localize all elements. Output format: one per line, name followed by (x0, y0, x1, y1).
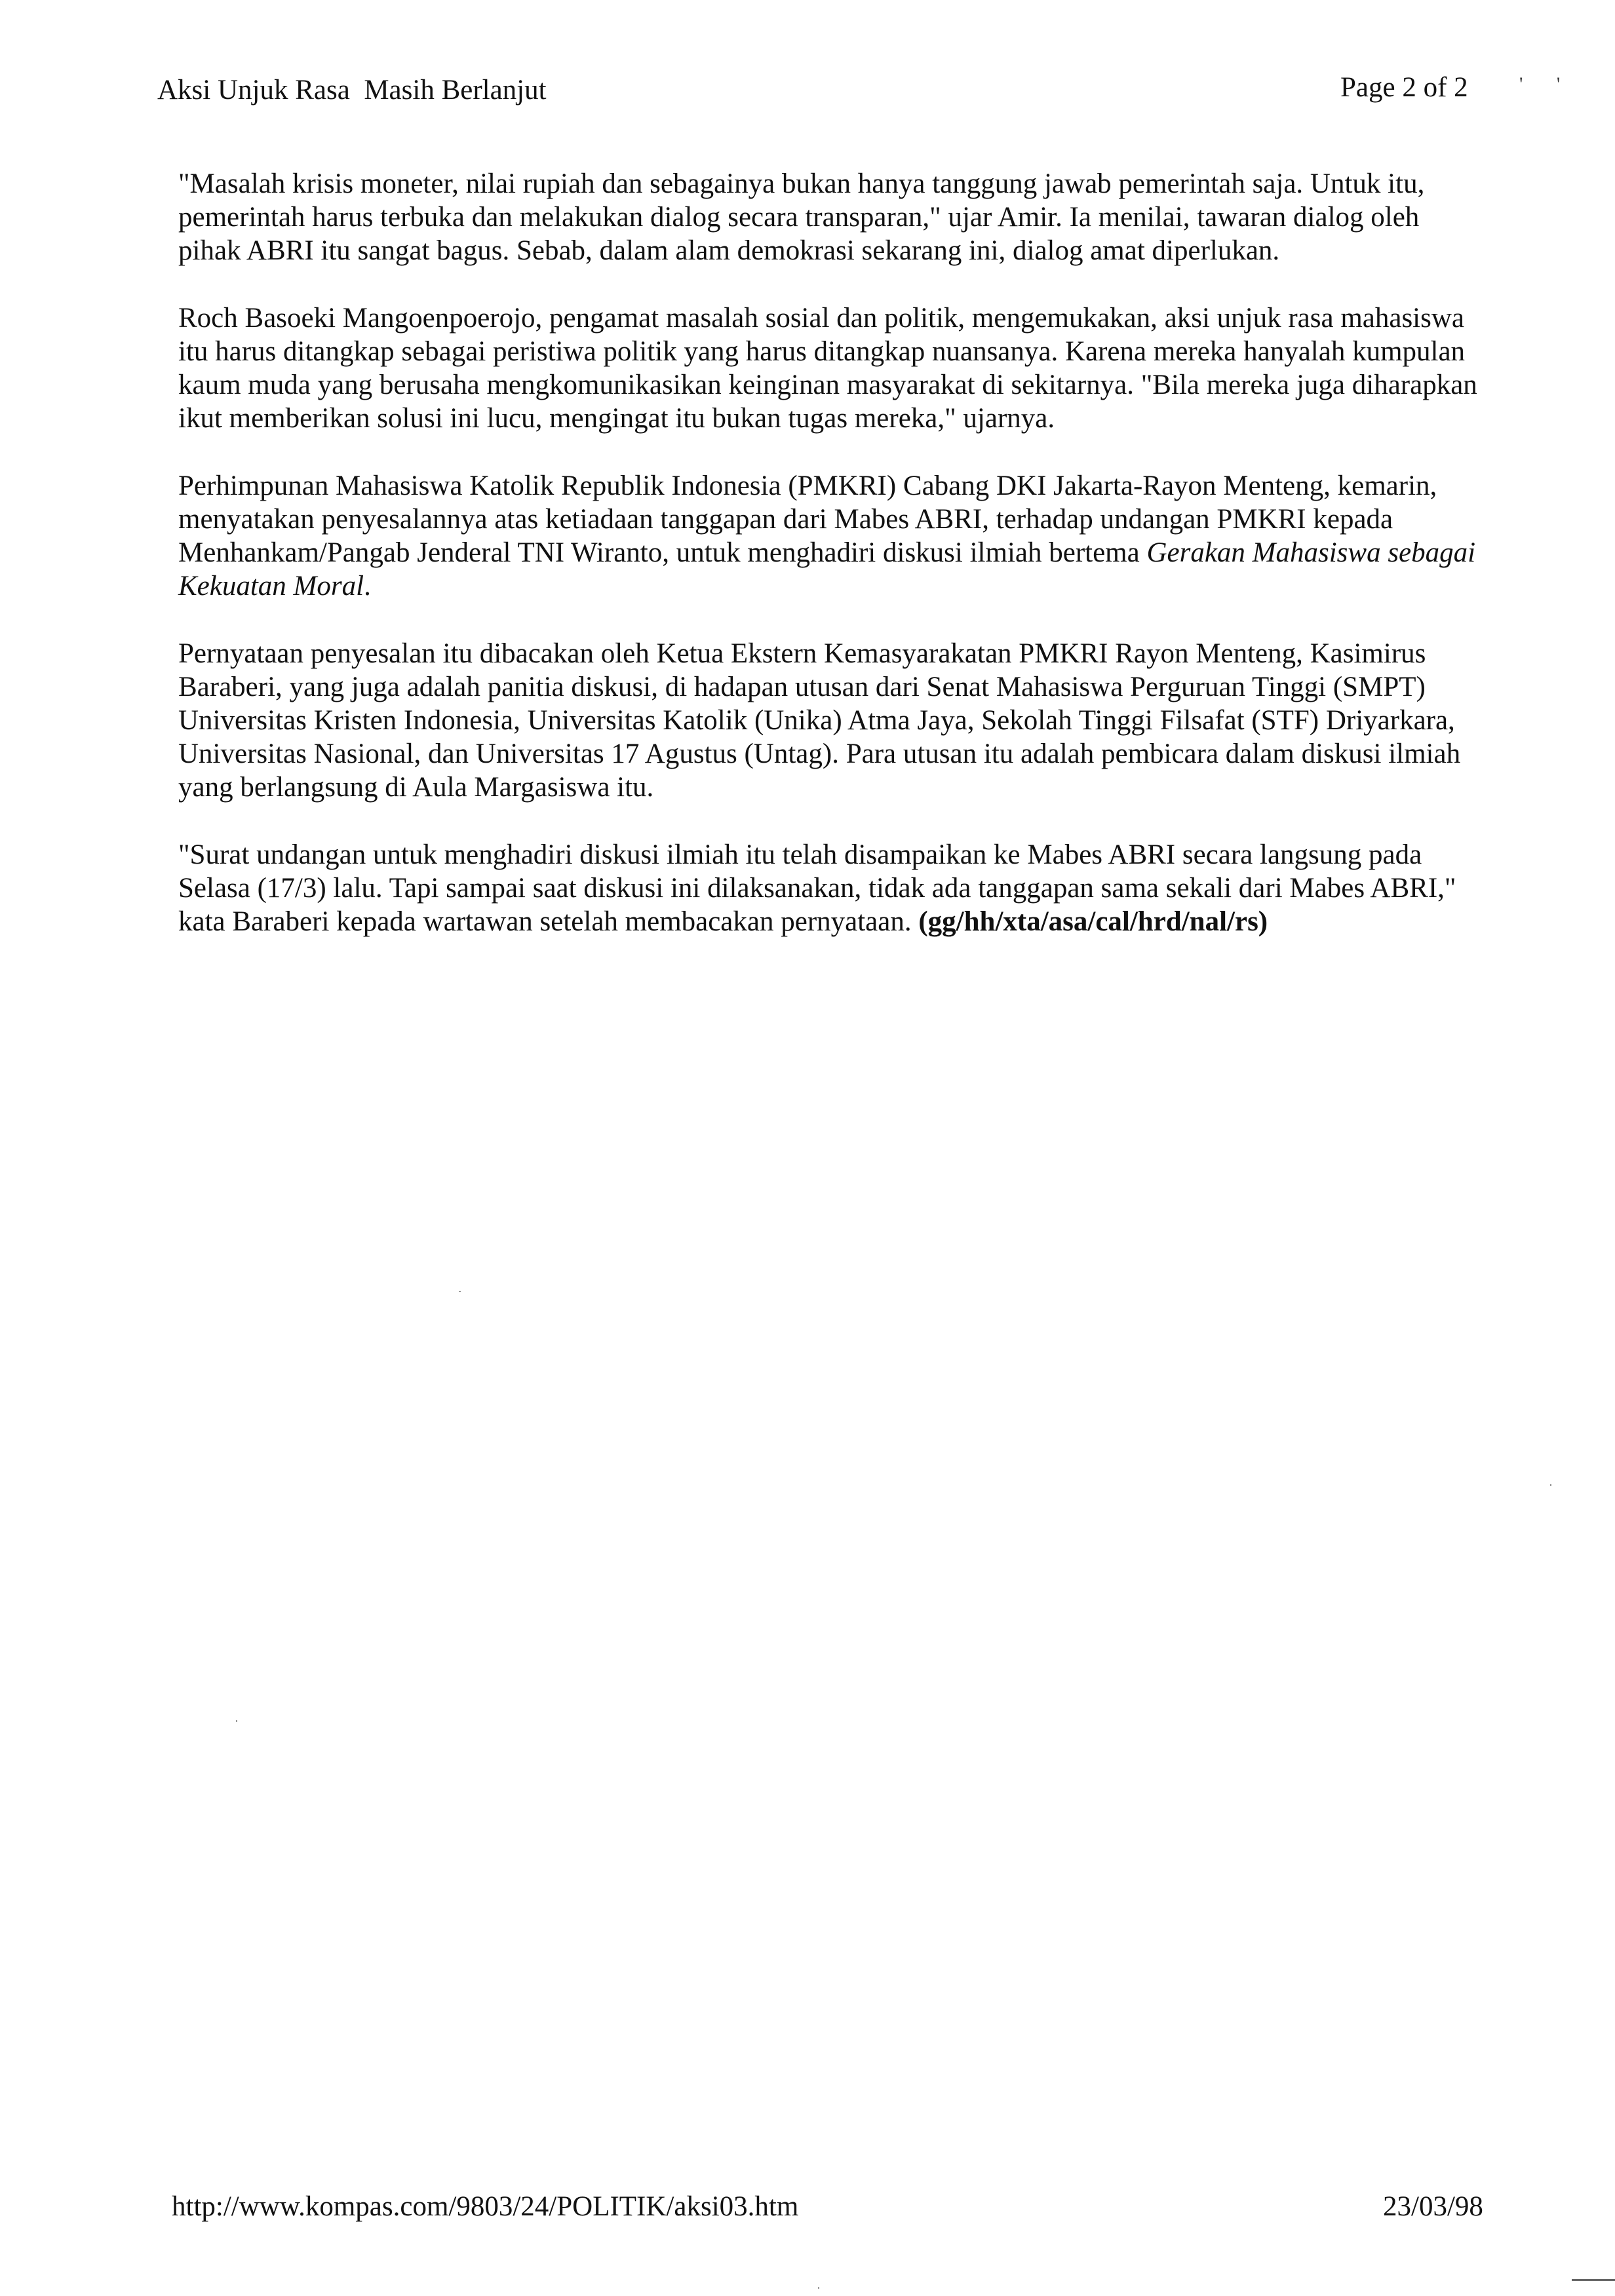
footer-url: http://www.kompas.com/9803/24/POLITIK/aksi03.htm (172, 2191, 799, 2222)
page-number-label: Page 2 of 2 (1340, 72, 1468, 103)
scan-edge-line (1572, 2279, 1615, 2281)
scan-speck (459, 1291, 461, 1292)
paragraph-roch-basoeki: Roch Basoeki Mangoenpoerojo, pengamat masalah sosial dan politik, mengemukakan, aksi unjuk rasa mahasiswa itu harus ditangkap sebagai peristiwa politik yang harus ditangkap nuansanya. Karena mereka hanyalah kumpulan kaum muda yang berusaha mengkomunikasikan keinginan masyarakat di sekitarnya. "Bila mereka juga diharapkan ikut memberikan solusi ini lucu, mengingat itu bukan tugas mereka," ujarnya. (178, 303, 1477, 434)
footer-date: 23/03/98 (1383, 2191, 1483, 2222)
paragraph-statement: Pernyataan penyesalan itu dibacakan oleh Ketua Ekstern Kemasyarakatan PMKRI Rayon Menteng, Kasimirus Baraberi, yang juga adalah panitia diskusi, di hadapan utusan dari Senat Mahasiswa Perguruan Tinggi (SMPT) Universitas Kristen Indonesia, Universitas Katolik (Unika) Atma Jaya, Sekolah Tinggi Filsafat (STF) Driyarkara, Universitas Nasional, dan Universitas 17 Agustus (Untag). Para utusan itu adalah pembicara dalam diskusi ilmiah yang berlangsung di Aula Margasiswa itu. (178, 638, 1461, 803)
header-title: Aksi Unjuk Rasa Masih Berlanjut (157, 75, 547, 105)
header-scan-marks: ' ' (1519, 73, 1575, 95)
pmkri-end: . (364, 571, 371, 602)
closing-text: "Surat undangan untuk menghadiri diskusi ilmiah itu telah disampaikan ke Mabes ABRI secara langsung pada Selasa (17/3) lalu. Tapi sampai saat diskusi ini dilaksanakan, tidak ada tanggapan sama sekali dari Mabes ABRI," kata Baraberi kepada wartawan setelah membacakan pernyataan. (178, 839, 1456, 937)
scan-speck (1550, 1484, 1551, 1486)
scan-speck (818, 2287, 819, 2289)
paragraph-amir-quote: "Masalah krisis moneter, nilai rupiah dan sebagainya bukan hanya tanggung jawab pemerintah saja. Untuk itu, pemerintah harus terbuka dan melakukan dialog secara transparan," ujar Amir. Ia menilai, tawaran dialog oleh pihak ABRI itu sangat bagus. Sebab, dalam alam demokrasi sekarang ini, dialog amat diperlukan. (178, 168, 1425, 266)
article-body (178, 167, 1483, 972)
discussion-theme: Gerakan Mahasiswa sebagai Kekuatan Moral (178, 537, 1476, 602)
paragraph-closing (178, 838, 1483, 938)
reporter-credit: (gg/hh/xta/asa/cal/hrd/nal/rs) (918, 906, 1268, 937)
paragraph-pmkri (178, 469, 1483, 603)
pmkri-text: Perhimpunan Mahasiswa Katolik Republik Indonesia (PMKRI) Cabang DKI Jakarta-Rayon Menteng, kemarin, menyatakan penyesalannya atas ketiadaan tanggapan dari Mabes ABRI, terhadap undangan PMKRI kepada Menhankam/Pangab Jenderal TNI Wiranto, untuk menghadiri diskusi ilmiah bertema (178, 470, 1437, 568)
scan-speck (236, 1720, 237, 1722)
